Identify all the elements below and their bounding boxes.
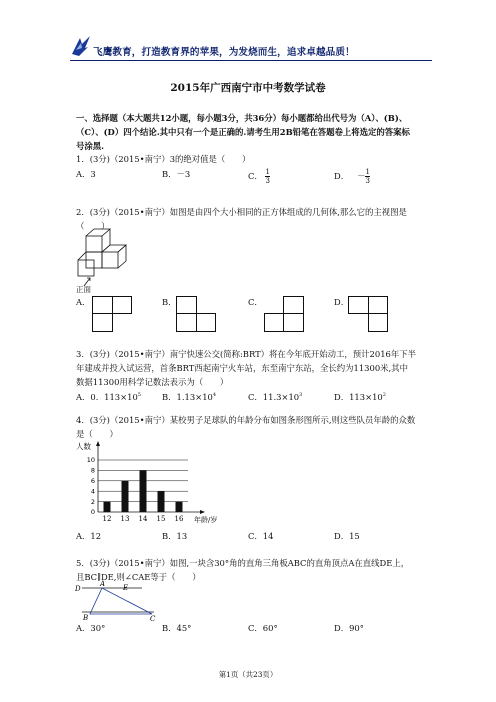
q3-option-b: B．$1.13\times 10^4$ xyxy=(162,392,217,402)
chart-ylabel: 人数 xyxy=(76,442,91,451)
q3-line1: 3．(3分)（2015•南宁）南宁快速公交(简称:BRT）将在今年底开始动工，预计2016年下半 xyxy=(76,349,416,359)
q2-option-d: D． xyxy=(334,297,350,307)
q1-option-c: C． $\frac{1}{3}$ xyxy=(248,168,270,185)
q5-option-d: D．90° xyxy=(334,623,364,633)
q5-option-a: A．30° xyxy=(76,623,106,633)
header-divider xyxy=(70,60,432,61)
q3-option-a: A．0．$113\times 10^5$ xyxy=(76,392,141,402)
chart-bar xyxy=(122,481,129,512)
q5-label-c: C xyxy=(150,615,156,622)
q5-label-e: E xyxy=(123,584,129,592)
page-title: 2015年广西南宁市中考数学试卷 xyxy=(170,82,326,94)
q3-line2: 年建成并投入试运营，首条BRT西起南宁火车站，东至南宁东站，全长约为11300米,其中 xyxy=(76,363,408,373)
q5-line2: 且BC∥DE,则∠CAE等于（ ） xyxy=(76,572,201,582)
section-instructions-line2: （C）、(D）四个结论.其中只有一个是正确的.请考生用2B铅笔在答题卷上将选定的答案标 xyxy=(76,127,410,137)
chart-bar xyxy=(140,470,147,512)
chart-bar xyxy=(158,491,165,512)
chart-xtick-label: 15 xyxy=(156,515,166,523)
q5-label-a: A xyxy=(100,580,106,588)
chart-xtick-label: 16 xyxy=(174,515,184,523)
chart-y-arrow xyxy=(96,441,100,446)
chart-ytick-label: 8 xyxy=(90,466,95,475)
q2-option-c-view xyxy=(264,296,304,332)
q4-option-c: C．14 xyxy=(248,531,274,541)
q2-option-c: C． xyxy=(248,297,263,307)
q5-label-d: D xyxy=(75,585,81,593)
q4-option-b: B．13 xyxy=(162,531,188,541)
q1-option-b: B．－3 xyxy=(162,169,191,179)
chart-bar xyxy=(176,502,183,512)
q2-stem-2: （ ） xyxy=(76,221,110,231)
q5-option-c: C．60° xyxy=(248,623,278,633)
q1-stem: 1．(3分)（2015•南宁）3的绝对值是（ ） xyxy=(76,154,251,164)
q2-option-a-view xyxy=(92,296,132,332)
q4-line2: 是（ ） xyxy=(76,429,118,439)
q3-option-c: C．$11.3\times 10^3$ xyxy=(248,392,303,402)
chart-xtick-label: 12 xyxy=(102,515,112,523)
q5-line1: 5．(3分)（2015•南宁）如图,一块含30°角的直角三角板ABC的直角顶点A在直线DE上， xyxy=(76,558,410,568)
section-instructions-line3: 号涂黑. xyxy=(76,141,105,151)
q1-option-c-fraction: $\frac{1}{3}$ xyxy=(265,168,270,185)
chart-ytick-label: 4 xyxy=(90,487,95,496)
chart-ytick-label: 10 xyxy=(86,456,95,465)
q2-stem: 2．(3分)（2015•南宁）如图是由四个大小相同的正方体组成的几何体,那么它的主视图是 xyxy=(76,207,407,217)
q4-option-d: D．15 xyxy=(334,531,360,541)
q3-option-d: D．$113\times 10^2$ xyxy=(334,392,386,402)
chart-bar xyxy=(104,502,111,512)
q1-option-a: A．3 xyxy=(76,169,96,179)
q2-cube-figure xyxy=(74,226,144,288)
chart-xtick-label: 13 xyxy=(120,515,130,523)
q3-line3: 数据11300用科学记数法表示为（ ） xyxy=(76,377,229,387)
page-footer: 第1页（共23页） xyxy=(218,670,278,679)
q1-option-d-fraction: $\frac{1}{3}$ xyxy=(365,168,370,185)
q5-triangle-figure xyxy=(74,580,160,622)
chart-xtick-label: 14 xyxy=(138,515,148,523)
chart-xlabel: 年龄/岁 xyxy=(194,516,218,524)
q4-option-a: A．12 xyxy=(76,531,102,541)
q2-option-b: B． xyxy=(162,297,177,307)
q2-option-a: A． xyxy=(76,297,91,307)
q2-option-b-view xyxy=(176,296,216,332)
section-instructions-line1: 一、选择题（本大题共12小题，每小题3分，共36分）每小题都给出代号为（A）、(B)、 xyxy=(76,113,408,123)
age-bar-chart xyxy=(76,440,226,526)
q2-front-label: 正面 xyxy=(76,285,91,294)
chart-ytick-label: 6 xyxy=(90,477,95,485)
q5-option-b: B．45° xyxy=(162,623,192,633)
logo-eagle-icon xyxy=(70,34,92,58)
q5-label-b: B xyxy=(83,614,89,622)
chart-ytick-label: 0 xyxy=(90,508,95,517)
q4-line1: 4．(3分)（2015•南宁）某校男子足球队的年龄分布如图条形图所示,则这些队员年龄的众数 xyxy=(76,415,416,425)
q1-option-d: D． － $\frac{1}{3}$ xyxy=(334,168,370,185)
header-slogan: 飞鹰教育，打造教育界的苹果，为发烧而生，追求卓越品质！ xyxy=(93,47,355,58)
chart-x-arrow xyxy=(200,510,205,514)
q2-option-d-view xyxy=(348,296,388,332)
chart-ytick-label: 2 xyxy=(90,497,95,506)
